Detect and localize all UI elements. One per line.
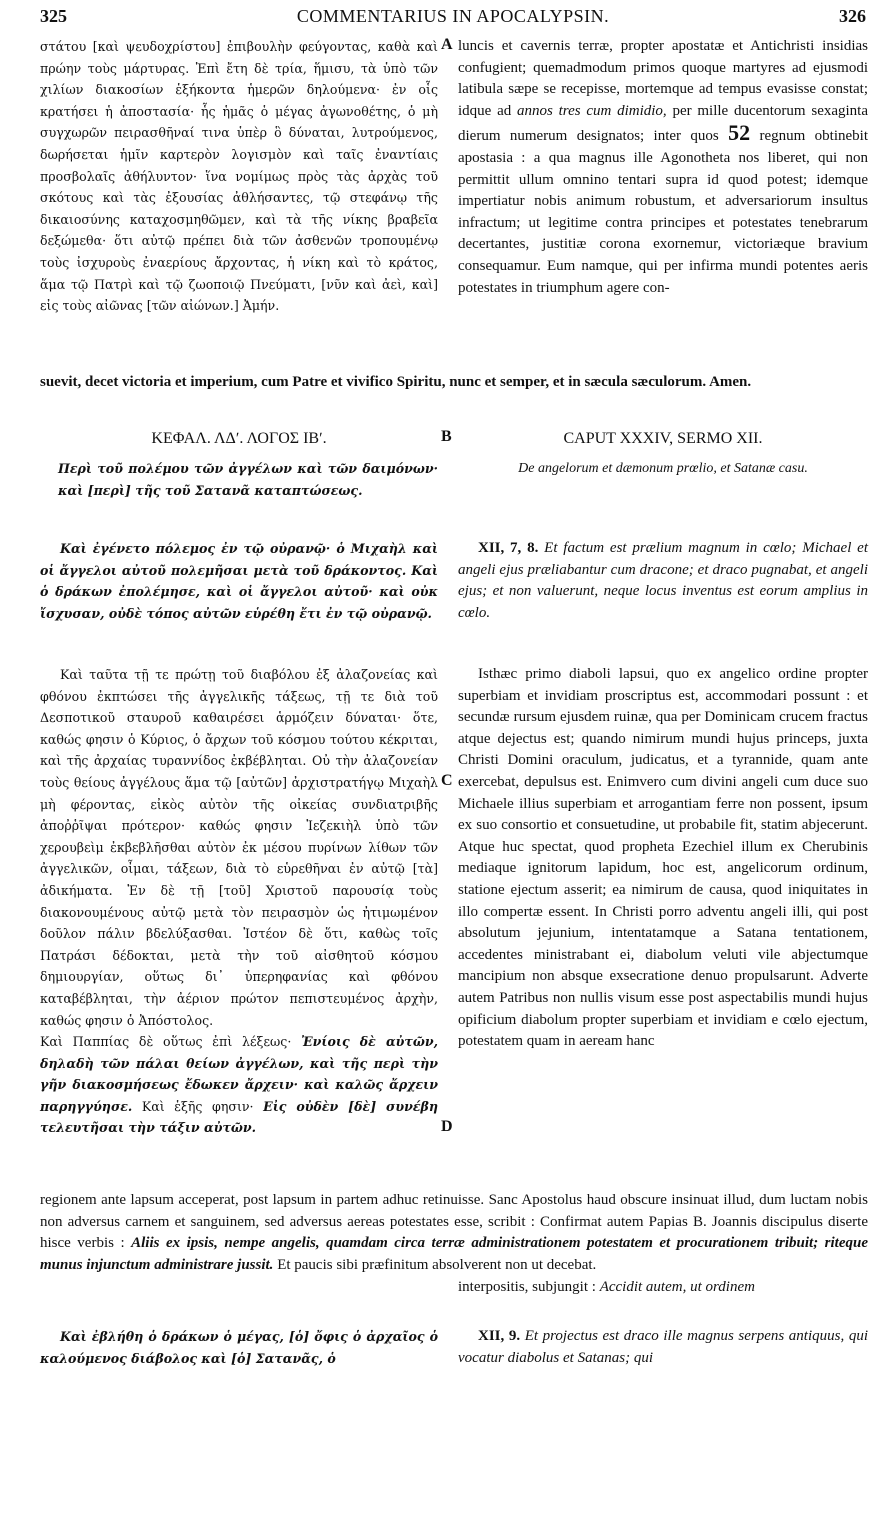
- marker-a: A: [441, 36, 453, 53]
- latin-commentary-end-text: interpositis, subjungit : Accidit autem, ut ordinem: [458, 1279, 755, 1295]
- greek-continuation: [40, 36, 438, 317]
- latin-commentary-end: [458, 1277, 868, 1299]
- latin-commentary-full: [40, 1190, 868, 1276]
- latin-verse-text: XII, 7, 8. Et factum est prælium magnum in cœlo; Michael et angeli ejus præliabantur cum dracone; et draco pugnabat, et angeli ejus; et non valuerunt, neque locus inventus est eorum amplius in cœlo.: [458, 540, 868, 621]
- page-number-right: 326: [839, 6, 866, 26]
- page-number-left: 325: [40, 6, 67, 26]
- greek-verse-9: [40, 1326, 438, 1369]
- running-title: COMMENTARIUS IN APOCALYPSIN.: [296, 6, 610, 26]
- latin-closing: [40, 372, 868, 394]
- latin-closing-text: suevit, decet victoria et imperium, cum Patre et vivifico Spiritu, nunc et semper, et in sæcula sæculorum. Amen.: [40, 374, 752, 390]
- marker-c: C: [441, 772, 453, 789]
- greek-verse-7-8: [40, 538, 438, 624]
- greek-commentary: [40, 664, 438, 1139]
- latin-verse-9: [458, 1326, 868, 1369]
- greek-chapter-subtitle: Περὶ τοῦ πολέμου τῶν ἀγγέλων καὶ τῶν δαιμόνων· καὶ [περὶ] τῆς τοῦ Σατανᾶ καταπτώσεως.: [58, 461, 438, 498]
- greek-verse-9-text: Καὶ ἐβλήθη ὁ δράκων ὁ μέγας, [ὁ] ὄφις ὁ ἀρχαῖος ὁ καλούμενος διάβολος καὶ [ὁ] Σατανᾶς, ὁ: [40, 1329, 438, 1366]
- latin-text: luncis et cavernis terræ, propter apostatæ et Antichristi insidias confugient; quemadmodum primos quoque martyres ad ejusmodi latibula sæpe se recepisse, mortemque ad tempus evasisse constat; idque ad annos tres cum dimidio, per mille ducentorum sexaginta dierum numerum designatos; inter quos 52 regnum obtinebit apostasia : a qua magnus ille Agonotheta nos liberet, qui non permittit ullum omnino tentari supra id quod potest; idemque impertiatur nobis animum robustum, et adversariorum insultus infractum; ut legitime contra principes et potestates tenebrarum decertantes, justitiæ corona exornemur, victoriæque bravium consequamur. Eum namque, qui per infirma mundi potentes aeris potestates in triumphum agere con-: [458, 38, 869, 296]
- latin-commentary-full-text: regionem ante lapsum acceperat, post lapsum in partem adhuc retinuisse. Sanc Apostolus haud obscure insinuat illud, dum luctam nobis non adversus carnem et sanguinem, sed adversus aereas potestates esse, scribit : Confirmat autem Papias B. Joannis discipulus diserte hisce verbis : Aliis ex ipsis, nempe angelis, quamdam circa terræ administrationem potestatem et procurationem tribuit; riteque munus injunctum administrare jussit. Et paucis sibi præfinitum absolverent non ut decebat.: [40, 1192, 869, 1273]
- running-header: [40, 6, 866, 30]
- marker-b: B: [441, 428, 452, 445]
- greek-text: στάτου [καὶ ψευδοχρίστου] ἐπιβουλὴν φεύγοντας, καθὰ καὶ πρώην τοὺς μάρτυρας. Ἐπὶ ἔτη δὲ τρία, ἥμισυ, τὰ ὑπὸ τῶν χιλίων διακοσίων ἑξήκοντα ἡμερῶν δηλούμενα· ἐν οἷς κρατήσει ἡ ἀποστασία· ἧς ἡμᾶς ὁ μέγας ἀγωνοθέτης, ὁ μὴ συγχωρῶν πειρασθῆναί τινα ὑπὲρ ὃ δύναται, λυτρούμενος, δωρήσεται ἡμῖν καρτερὸν λογισμὸν καὶ ταῖς ἐναντίαις προσβολαῖς ἀθήλυντον· ἵνα νομίμως πρὸς τὰς ἀρχὰς τοῦ σκότους καὶ τὰς ἐξουσίας ἀθλήσαντες, τῷ στεφάνῳ τῆς δικαιοσύνης καταχοσμηθῶμεν, καὶ τὰ τῆς νίκης βραβεῖα δεξώμεθα· ὅτι αὐτῷ πρέπει διὰ τῶν ἀσθενῶν τροπουμένῳ τοὺς ἰσχυροὺς ἐναερίους ἄρχοντας, ἡ νίκη καὶ τὸ κράτος, ἅμα τῷ Πατρὶ καὶ τῷ ζωοποιῷ Πνεύματι, [νῦν καὶ ἀεὶ, καὶ] εἰς τοὺς αἰῶνας [τῶν αἰώνων.] Ἀμήν.: [40, 39, 438, 314]
- greek-chapter-heading: [40, 430, 438, 501]
- latin-chapter-subtitle: De angelorum et dæmonum prœlio, et Satanæ casu.: [518, 461, 808, 476]
- latin-chapter-heading: [458, 430, 868, 480]
- greek-papias-text: Καὶ Παππίας δὲ οὕτως ἐπὶ λέξεως· Ἐνίοις δὲ αὐτῶν, δηλαδὴ τῶν πάλαι θείων ἀγγέλων, καὶ τῆς περὶ τὴν γῆν διακοσμήσεως ἔδωκεν ἄρχειν· καὶ καλῶς ἄρχειν παρηγγύησε. Καὶ ἑξῆς φησιν· Εἰς οὐδὲν [δὲ] συνέβη τελευτῆσαι τὴν τάξιν αὐτῶν.: [40, 1034, 438, 1136]
- latin-commentary-text: Isthæc primo diaboli lapsui, quo ex angelico ordine propter superbiam et invidiam proscriptus est, accommodari possunt : et secundæ rursum ejusdem ruinæ, qua per Dominicam crucem fractus atque dejectus est; quando nimirum mundi hujus princeps, juxta Christi Domini oraculum, judicatus, et a tyrannide, quam ante exercebat, depulsus est. Enimvero cum divini angeli cum duce suo Michaele illius superbiam et arrogantiam ferre non possent, ipsum ex suo consortio et consuetudine, ut probabile fit, statim abjecerunt. Atque huc spectat, quod propheta Ezechiel illum ex Cherubinis mediaque ignitorum lapidum, hoc est, angelicorum ordinum, statione ejectum asserit; ea nimirum de causa, quod iniquitates in illo compertæ essent. In Christi porro adventu angeli illi, qui post absolutum jejunium, intentatamque a Satana tentationem, accedentes ministrabant ei, diabolum veluti vile abjectumque mancipium non absque exsecratione denuo propulsarunt. Adverte autem Patribus non nullis visum esse post aspectabilis mundi hujus opificium diabolum propter superbiam et invidiam e cœlo ejectum, potestatem quam in aeream hanc: [458, 666, 868, 1050]
- marker-d: D: [441, 1118, 453, 1135]
- greek-verse-text: Καὶ ἐγένετο πόλεμος ἐν τῷ οὐρανῷ· ὁ Μιχαὴλ καὶ οἱ ἄγγελοι αὐτοῦ πολεμῆσαι μετὰ τοῦ δράκοντος. Καὶ ὁ δράκων ἐπολέμησε, καὶ οἱ ἄγγελοι αὐτοῦ· καὶ οὐκ ἴσχυσαν, οὐδὲ τόπος αὐτῶν εὑρέθη ἔτι ἐν τῷ οὐρανῷ.: [40, 541, 438, 621]
- latin-continuation: [458, 36, 868, 299]
- column-number-52: 52: [728, 120, 751, 146]
- greek-commentary-text: Καὶ ταῦτα τῇ τε πρώτῃ τοῦ διαβόλου ἐξ ἀλαζονείας καὶ φθόνου ἐκπτώσει τῆς ἀγγελικῆς τάξεως, τῇ τε διὰ τοῦ Δεσποτικοῦ σταυροῦ καθαιρέσει ἁρμόζειν δύναται· ὅτε, καθώς φησιν ὁ Κύριος, ὁ ἄρχων τοῦ κόσμου τούτου κέκριται, καὶ τῆς ἀρχαίας τυραννίδος ἐκβέβληται. Οὐ τὴν ἀλαζονείαν τοὺς θείους ἀγγέλους ἅμα τῷ [αὐτῶν] ἀρχιστρατήγῳ Μιχαὴλ μὴ φέροντας, εἰκὸς αὐτὸν τῆς οἰκείας συνδιατριβῆς ἀποῤῥῖψαι πρότερον· καθώς φησιν Ἰεζεκιὴλ ὑπὸ τῶν χερουβεὶμ ἐκβεβλῆσθαι αὐτὸν ἐκ μέσου πυρίνων λίθων τῶν ἀγγελικῶν, οἶμαι, τάξεων, διὰ τὸ εὑρεθῆναι ἐν αὐτῷ [τὰ] ἀδικήματα. Ἐν δὲ τῇ [τοῦ] Χριστοῦ παρουσίᾳ τοὺς διακονουμένους αὐτῷ μετὰ τὸν πειρασμὸν ὡς ἠτιμωμένον δοῦλον πάλιν βδελύξασθαι. Ἰστέον δὲ ὅτι, καθὼς τοῖς Πατράσι δέδοκται, μετὰ τὴν τοῦ αἰσθητοῦ κόσμου δημιουργίαν, οὕτως δι᾽ ὑπερηφανίας καὶ φθόνου καταβέβληται, τὴν ἀέριον πρώτον πεπιστευμένος ἀρχὴν, καθώς φησιν ὁ Ἀπόστολος.: [40, 667, 438, 1028]
- latin-chapter-title: CAPUT XXXIV, SERMO XII.: [563, 430, 763, 447]
- latin-verse-9-text: XII, 9. Et projectus est draco ille magnus serpens antiquus, qui vocatur diabolus et Satanas; qui: [458, 1328, 868, 1366]
- latin-commentary: [458, 664, 868, 1053]
- greek-chapter-title: ΚΕΦΑΛ. ΛΔʹ. ΛΟΓΟΣ ΙΒʹ.: [151, 430, 327, 447]
- latin-verse-7-8: [458, 538, 868, 624]
